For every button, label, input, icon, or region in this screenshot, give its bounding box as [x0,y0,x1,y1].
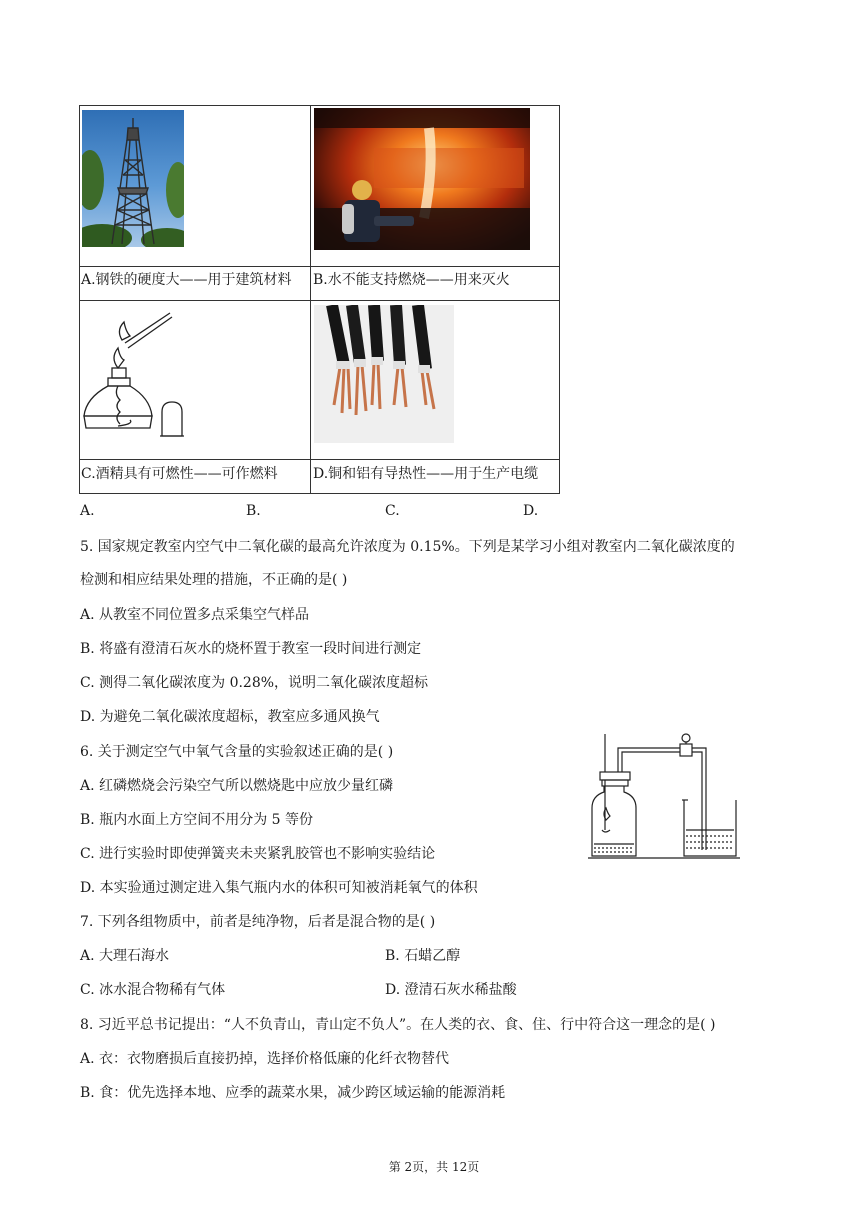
q4-option-a: A. [80,503,95,519]
table-border [79,493,560,494]
q5-option-d: D. 为避免二氧化碳浓度超标，教室应多通风换气 [80,709,380,725]
q6-option-c: C. 进行实验时即使弹簧夹未夹紧乳胶管也不影响实验结论 [80,846,436,862]
cell-label-b: B.水不能支持燃烧——用来灭火 [313,272,510,288]
q5-stem-line2: 检测和相应结果处理的措施，不正确的是( ) [80,572,348,588]
q7-option-d: D. 澄清石灰水稀盐酸 [385,982,517,998]
cell-label-a: A.钢铁的硬度大——用于建筑材料 [81,272,292,288]
oxygen-experiment-diagram [588,730,740,862]
q4-option-d: D. [523,503,539,519]
cell-label-d: D.铜和铝有导热性——用于生产电缆 [313,466,539,482]
alcohol-lamp-diagram [80,308,190,443]
table-border [79,266,560,267]
tower-photo [82,110,184,247]
q6-stem: 6. 关于测定空气中氧气含量的实验叙述正确的是( ) [80,744,394,760]
q5-option-b: B. 将盛有澄清石灰水的烧杯置于教室一段时间进行测定 [80,641,422,657]
q4-option-c: C. [385,503,400,519]
firefighter-photo [314,108,530,250]
q7-stem: 7. 下列各组物质中，前者是纯净物，后者是混合物的是( ) [80,914,436,930]
table-border [79,300,560,301]
q6-option-d: D. 本实验通过测定进入集气瓶内水的体积可知被消耗氧气的体积 [80,880,478,896]
q8-option-b: B. 食：优先选择本地、应季的蔬菜水果，减少跨区域运输的能源消耗 [80,1085,506,1101]
q6-option-b: B. 瓶内水面上方空间不用分为 5 等份 [80,812,313,828]
q6-option-a: A. 红磷燃烧会污染空气所以燃烧匙中应放少量红磷 [80,778,394,794]
q7-option-c: C. 冰水混合物稀有气体 [80,982,226,998]
q5-stem-line1: 5. 国家规定教室内空气中二氧化碳的最高允许浓度为 0.15%。下列是某学习小组对教室内二氧化碳浓度的 [80,539,735,555]
q8-option-a: A. 衣：衣物磨损后直接扔掉，选择价格低廉的化纤衣物替代 [80,1051,450,1067]
q4-option-b: B. [246,503,261,519]
cable-photo [314,305,454,443]
table-border [79,459,560,460]
table-border [79,105,560,106]
q7-option-b: B. 石蜡乙醇 [385,948,461,964]
cell-label-c: C.酒精具有可燃性——可作燃料 [81,466,278,482]
q8-stem: 8. 习近平总书记提出：“人不负青山，青山定不负人”。在人类的衣、食、住、行中符合这一理念的是( ) [80,1017,716,1033]
q7-option-a: A. 大理石海水 [80,948,170,964]
page-footer: 第 2页，共 12页 [388,1160,480,1174]
q5-option-a: A. 从教室不同位置多点采集空气样品 [80,607,310,623]
q5-option-c: C. 测得二氧化碳浓度为 0.28%，说明二氧化碳浓度超标 [80,675,429,691]
